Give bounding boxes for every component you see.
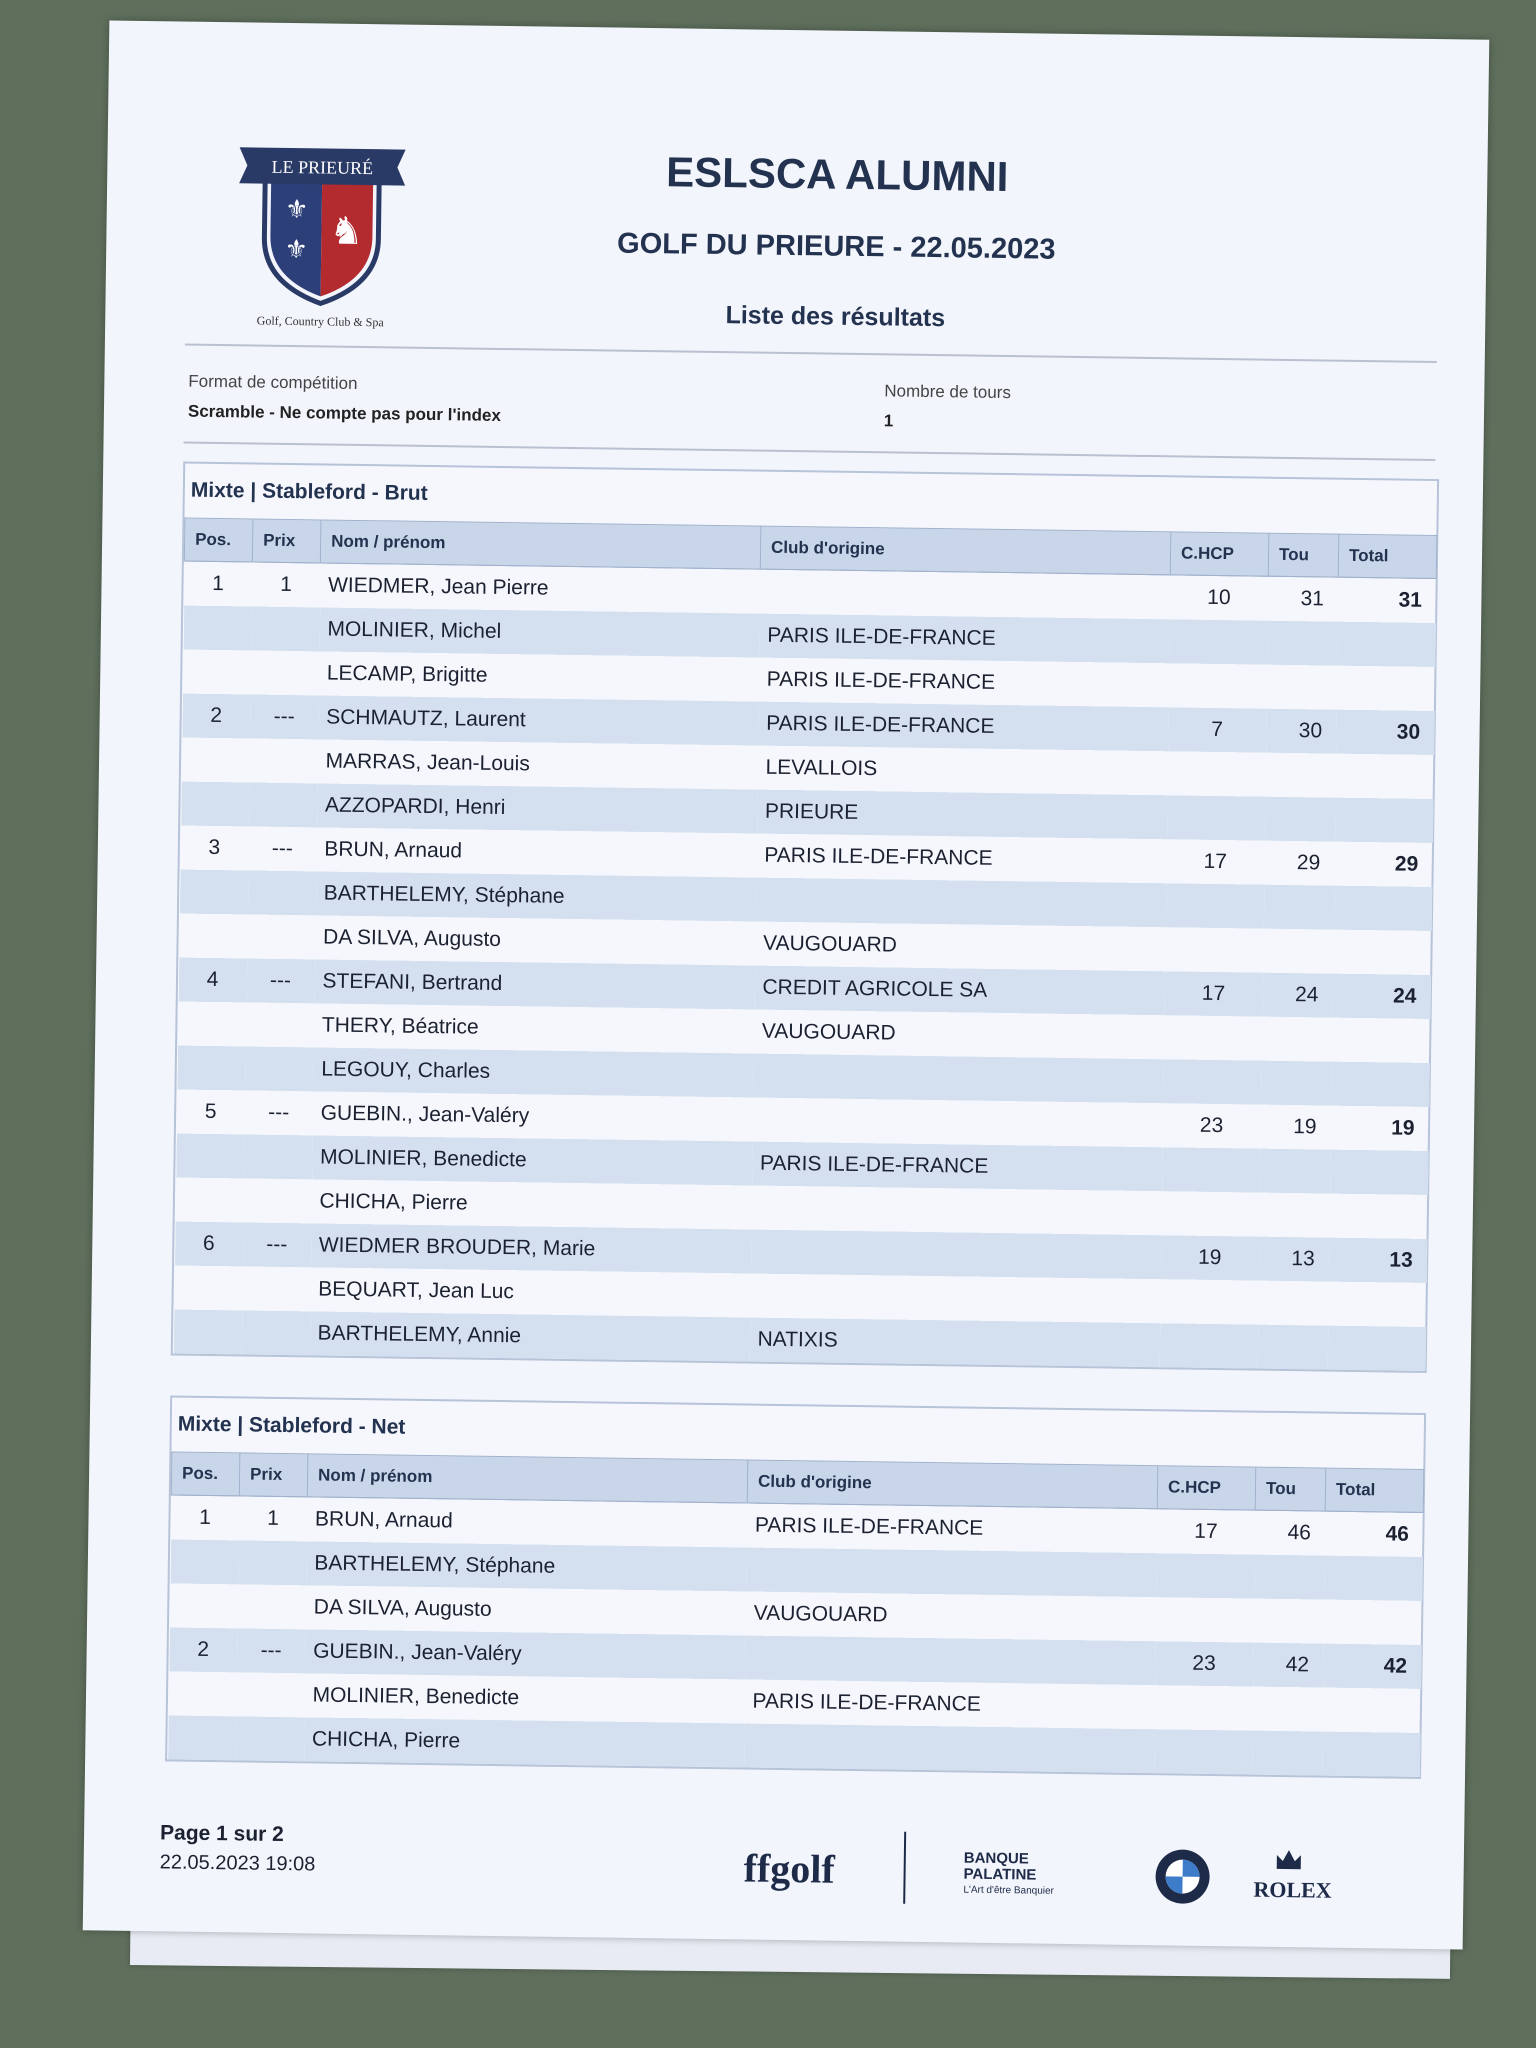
crest-icon xyxy=(225,117,418,320)
col-chcp: C.HCP xyxy=(1170,532,1269,576)
cell-name: BRUN, Arnaud xyxy=(324,837,463,863)
rolex-logo: ROLEX xyxy=(1253,1876,1332,1903)
cell-chcp xyxy=(1165,927,1264,972)
cell-total xyxy=(1336,666,1435,711)
cell-total xyxy=(1337,622,1436,667)
cell-total xyxy=(1327,1326,1426,1371)
cell-total xyxy=(1335,754,1434,799)
cell-tou xyxy=(1261,1017,1332,1062)
cell-chcp xyxy=(1162,1147,1261,1192)
col-pos: Pos. xyxy=(171,1452,240,1496)
cell-name: BRUN, Arnaud xyxy=(314,1507,453,1533)
cell-chcp xyxy=(1167,751,1266,796)
svg-text:⚜: ⚜ xyxy=(284,193,309,225)
cell-tou xyxy=(1261,1061,1332,1106)
cell-prix: --- xyxy=(246,958,315,1003)
cell-pos: 6 xyxy=(175,1221,244,1266)
cell-prix xyxy=(249,782,318,827)
cell-tou xyxy=(1267,621,1338,666)
cell-tou: 42 xyxy=(1253,1643,1324,1688)
cell-name: BARTHELEMY, Stéphane xyxy=(306,1541,747,1591)
cell-club xyxy=(750,1230,1161,1280)
svg-text:⚜: ⚜ xyxy=(284,233,309,265)
cell-total: 13 xyxy=(1328,1238,1427,1283)
cell-name: DA SILVA, Augusto xyxy=(322,925,502,952)
cell-tou: 13 xyxy=(1258,1237,1329,1282)
logo-caption: Golf, Country Club & Spa xyxy=(256,313,384,330)
club-logo xyxy=(225,117,418,340)
ffgolf-logo: ffgolf xyxy=(743,1845,836,1892)
cell-club: VAUGOUARD xyxy=(762,931,898,957)
col-total: Total xyxy=(1325,1468,1424,1512)
palatine-tagline: L'Art d'être Banquier xyxy=(963,1884,1054,1897)
cell-tou xyxy=(1258,1281,1329,1326)
cell-pos xyxy=(170,1539,239,1584)
cell-name: BARTHELEMY, Annie xyxy=(309,1311,750,1361)
cell-club: PARIS ILE-DE-FRANCE xyxy=(752,1689,981,1716)
cell-chcp: 10 xyxy=(1207,585,1231,610)
cell-tou: 24 xyxy=(1262,973,1333,1018)
cell-chcp: 7 xyxy=(1168,707,1267,752)
cell-club: PARIS ILE-DE-FRANCE xyxy=(754,1513,984,1540)
cell-prix xyxy=(246,1002,315,1047)
col-club: Club d'origine xyxy=(747,1460,1158,1509)
cell-chcp: 17 xyxy=(1194,1519,1218,1544)
cell-total xyxy=(1323,1600,1422,1645)
cell-tou xyxy=(1252,1731,1323,1776)
cell-tou xyxy=(1263,885,1334,930)
cell-chcp xyxy=(1167,795,1266,840)
cell-total: 29 xyxy=(1394,852,1419,876)
cell-name: BEQUART, Jean Luc xyxy=(318,1277,515,1304)
cell-pos xyxy=(181,738,250,783)
cell-name: LEGOUY, Charles xyxy=(313,1047,754,1097)
cell-prix xyxy=(251,607,320,652)
format-label: Format de compétition xyxy=(188,371,358,393)
cell-club: CREDIT AGRICOLE SA xyxy=(754,966,1165,1016)
cell-club: PARIS ILE-DE-FRANCE xyxy=(759,614,1170,664)
cell-prix xyxy=(243,1178,312,1223)
cell-prix xyxy=(249,738,318,783)
cell-name: GUEBIN., Jean-Valéry xyxy=(320,1101,530,1128)
cell-total: 19 xyxy=(1391,1116,1415,1140)
cell-total xyxy=(1328,1282,1427,1327)
cell-tou xyxy=(1253,1599,1324,1644)
cell-club: VAUGOUARD xyxy=(761,1019,896,1045)
cell-club: PARIS ILE-DE-FRANCE xyxy=(752,1142,1163,1192)
cell-total: 31 xyxy=(1398,588,1423,612)
cell-club: PARIS ILE-DE-FRANCE xyxy=(766,667,996,694)
cell-chcp: 23 xyxy=(1199,1113,1224,1138)
bmw-roundel-icon xyxy=(1153,1847,1212,1906)
cell-total xyxy=(1322,1732,1421,1777)
format-value: Scramble - Ne compte pas pour l'index xyxy=(187,401,502,425)
cell-pos xyxy=(169,1583,238,1628)
cell-name: SCHMAUTZ, Laurent xyxy=(318,695,759,745)
col-total: Total xyxy=(1338,534,1437,578)
rolex-crown-icon xyxy=(1274,1847,1304,1876)
cell-pos xyxy=(174,1265,243,1310)
cell-prix: --- xyxy=(250,694,319,739)
cell-name: STEFANI, Bertrand xyxy=(314,959,755,1009)
cell-total xyxy=(1331,1062,1430,1107)
cell-pos: 3 xyxy=(208,835,221,860)
footer-divider xyxy=(903,1832,906,1904)
cell-tou: 46 xyxy=(1287,1521,1312,1545)
col-pos: Pos. xyxy=(184,518,253,562)
cell-prix: --- xyxy=(243,1222,312,1267)
cell-chcp xyxy=(1161,1191,1260,1236)
cell-pos: 4 xyxy=(178,958,247,1003)
results-body xyxy=(168,1495,1424,1777)
col-chcp: C.HCP xyxy=(1157,1466,1256,1510)
cell-club xyxy=(751,1186,1162,1236)
cell-pos xyxy=(183,650,252,695)
cell-club: VAUGOUARD xyxy=(753,1601,888,1627)
cell-name: THERY, Béatrice xyxy=(321,1013,479,1039)
cell-name: DA SILVA, Augusto xyxy=(313,1595,492,1621)
cell-tou xyxy=(1260,1149,1331,1194)
col-club: Club d'origine xyxy=(760,526,1171,575)
cell-club: PARIS ILE-DE-FRANCE xyxy=(764,843,993,870)
cell-total xyxy=(1324,1556,1423,1601)
cell-chcp xyxy=(1154,1685,1253,1730)
section-title: Mixte | Stableford - Brut xyxy=(190,478,428,505)
event-subtitle: GOLF DU PRIEURE - 22.05.2023 xyxy=(616,227,1056,266)
results-sheet xyxy=(83,20,1490,1949)
cell-club xyxy=(746,1548,1157,1598)
cell-club: PRIEURE xyxy=(757,790,1168,840)
cell-club: LEVALLOIS xyxy=(765,755,878,781)
cell-pos xyxy=(176,1134,245,1179)
cell-prix xyxy=(236,1716,305,1761)
cell-tou: 19 xyxy=(1293,1115,1317,1139)
cell-total xyxy=(1335,798,1434,843)
rounds-value: 1 xyxy=(883,411,894,431)
cell-total: 24 xyxy=(1332,974,1431,1019)
bmw-logo xyxy=(1153,1847,1212,1911)
cell-chcp xyxy=(1160,1279,1259,1324)
col-prix: Prix xyxy=(239,1453,308,1497)
cell-pos xyxy=(178,1002,247,1047)
cell-name: AZZOPARDI, Henri xyxy=(317,783,758,833)
cell-name: BARTHELEMY, Stéphane xyxy=(315,871,756,921)
cell-pos: 1 xyxy=(212,571,225,596)
cell-chcp xyxy=(1154,1729,1253,1774)
cell-chcp xyxy=(1155,1597,1254,1642)
cell-name: WIEDMER, Jean Pierre xyxy=(327,573,549,600)
cell-prix xyxy=(244,1134,313,1179)
cell-chcp: 17 xyxy=(1203,849,1228,874)
cell-tou xyxy=(1259,1193,1330,1238)
results-body xyxy=(173,561,1436,1371)
cell-prix: --- xyxy=(237,1628,306,1673)
cell-prix xyxy=(251,650,320,695)
svg-text:♞: ♞ xyxy=(329,210,364,254)
cell-chcp xyxy=(1159,1323,1258,1368)
cell-pos xyxy=(168,1715,237,1760)
cell-tou xyxy=(1263,929,1334,974)
svg-text:LE PRIEURÉ: LE PRIEURÉ xyxy=(271,156,374,179)
cell-tou xyxy=(1254,1555,1325,1600)
col-nom: Nom / prénom xyxy=(320,520,761,569)
cell-total xyxy=(1333,930,1432,975)
col-tou: Tou xyxy=(1255,1467,1326,1511)
cell-pos xyxy=(179,914,248,959)
col-nom: Nom / prénom xyxy=(307,1454,748,1503)
print-datetime: 22.05.2023 19:08 xyxy=(159,1851,316,1876)
cell-name: GUEBIN., Jean-Valéry xyxy=(305,1629,746,1679)
cell-tou xyxy=(1265,753,1336,798)
cell-total: 42 xyxy=(1323,1644,1422,1689)
cell-tou: 31 xyxy=(1300,587,1325,611)
cell-pos xyxy=(179,870,248,915)
cell-club xyxy=(755,878,1166,928)
cell-chcp: 19 xyxy=(1160,1235,1259,1280)
cell-chcp xyxy=(1156,1553,1255,1598)
cell-total xyxy=(1333,886,1432,931)
cell-name: CHICHA, Pierre xyxy=(304,1717,745,1767)
cell-prix xyxy=(247,914,316,959)
cell-tou: 30 xyxy=(1266,709,1337,754)
cell-prix xyxy=(245,1046,314,1091)
cell-pos: 2 xyxy=(182,694,251,739)
page-title: ESLSCA ALUMNI xyxy=(665,148,1009,201)
cell-pos xyxy=(183,606,252,651)
cell-total: 30 xyxy=(1336,710,1435,755)
cell-name: CHICHA, Pierre xyxy=(319,1189,468,1215)
cell-club xyxy=(750,1274,1161,1324)
cell-name: MOLINIER, Benedicte xyxy=(312,1683,520,1710)
results-table xyxy=(173,518,1438,1371)
cell-prix xyxy=(237,1584,306,1629)
cell-club xyxy=(744,1723,1155,1773)
cell-pos: 1 xyxy=(199,1505,212,1530)
cell-total xyxy=(1329,1194,1428,1239)
cell-prix xyxy=(238,1540,307,1585)
cell-prix xyxy=(247,870,316,915)
divider xyxy=(184,442,1436,461)
cell-prix xyxy=(241,1310,310,1355)
cell-chcp xyxy=(1163,1015,1262,1060)
cell-club xyxy=(760,569,1171,619)
cell-chcp xyxy=(1168,663,1267,708)
palatine-line1: BANQUE xyxy=(963,1849,1029,1868)
cell-club xyxy=(745,1635,1156,1685)
cell-name: MOLINIER, Michel xyxy=(319,607,760,657)
cell-name: MARRAS, Jean-Louis xyxy=(325,749,530,776)
rounds-label: Nombre de tours xyxy=(884,381,1012,403)
cell-pos: 2 xyxy=(169,1627,238,1672)
section-title: Mixte | Stableford - Net xyxy=(177,1412,406,1439)
cell-chcp: 23 xyxy=(1155,1641,1254,1686)
cell-chcp xyxy=(1163,1059,1262,1104)
cell-club xyxy=(752,1098,1163,1148)
cell-pos xyxy=(175,1177,244,1222)
cell-total xyxy=(1322,1688,1421,1733)
cell-prix: --- xyxy=(271,836,294,861)
cell-prix: 1 xyxy=(266,1506,280,1530)
document-title: Liste des résultats xyxy=(725,301,946,333)
cell-prix xyxy=(236,1672,305,1717)
cell-pos xyxy=(173,1309,242,1354)
cell-total xyxy=(1331,1018,1430,1063)
cell-pos xyxy=(177,1046,246,1091)
cell-name: MOLINIER, Benedicte xyxy=(312,1135,753,1185)
cell-pos xyxy=(181,782,250,827)
cell-total xyxy=(1330,1150,1429,1195)
divider xyxy=(185,344,1437,363)
cell-pos: 5 xyxy=(204,1099,217,1124)
cell-chcp xyxy=(1169,619,1268,664)
cell-club xyxy=(753,1054,1164,1104)
palatine-line2: PALATINE xyxy=(963,1865,1037,1884)
cell-chcp: 17 xyxy=(1164,971,1263,1016)
cell-pos xyxy=(168,1671,237,1716)
results-section-brut xyxy=(171,462,1439,1373)
cell-prix: --- xyxy=(268,1100,290,1125)
cell-tou xyxy=(1252,1687,1323,1732)
cell-prix xyxy=(242,1266,311,1311)
cell-prix: 1 xyxy=(280,572,293,597)
col-prix: Prix xyxy=(252,519,321,563)
cell-name: WIEDMER BROUDER, Marie xyxy=(311,1223,752,1273)
cell-name: LECAMP, Brigitte xyxy=(326,661,488,687)
cell-tou xyxy=(1266,665,1337,710)
banque-palatine-logo xyxy=(963,1851,1054,1900)
results-section-net xyxy=(165,1395,1426,1779)
cell-club: PARIS ILE-DE-FRANCE xyxy=(758,702,1169,752)
cell-tou xyxy=(1265,797,1336,842)
results-table xyxy=(167,1451,1424,1776)
cell-club: NATIXIS xyxy=(749,1318,1160,1368)
cell-chcp xyxy=(1165,883,1264,928)
col-tou: Tou xyxy=(1268,533,1339,577)
cell-tou xyxy=(1257,1325,1328,1370)
cell-total: 46 xyxy=(1385,1522,1410,1546)
page-number: Page 1 sur 2 xyxy=(159,1821,284,1847)
cell-tou: 29 xyxy=(1296,851,1321,875)
